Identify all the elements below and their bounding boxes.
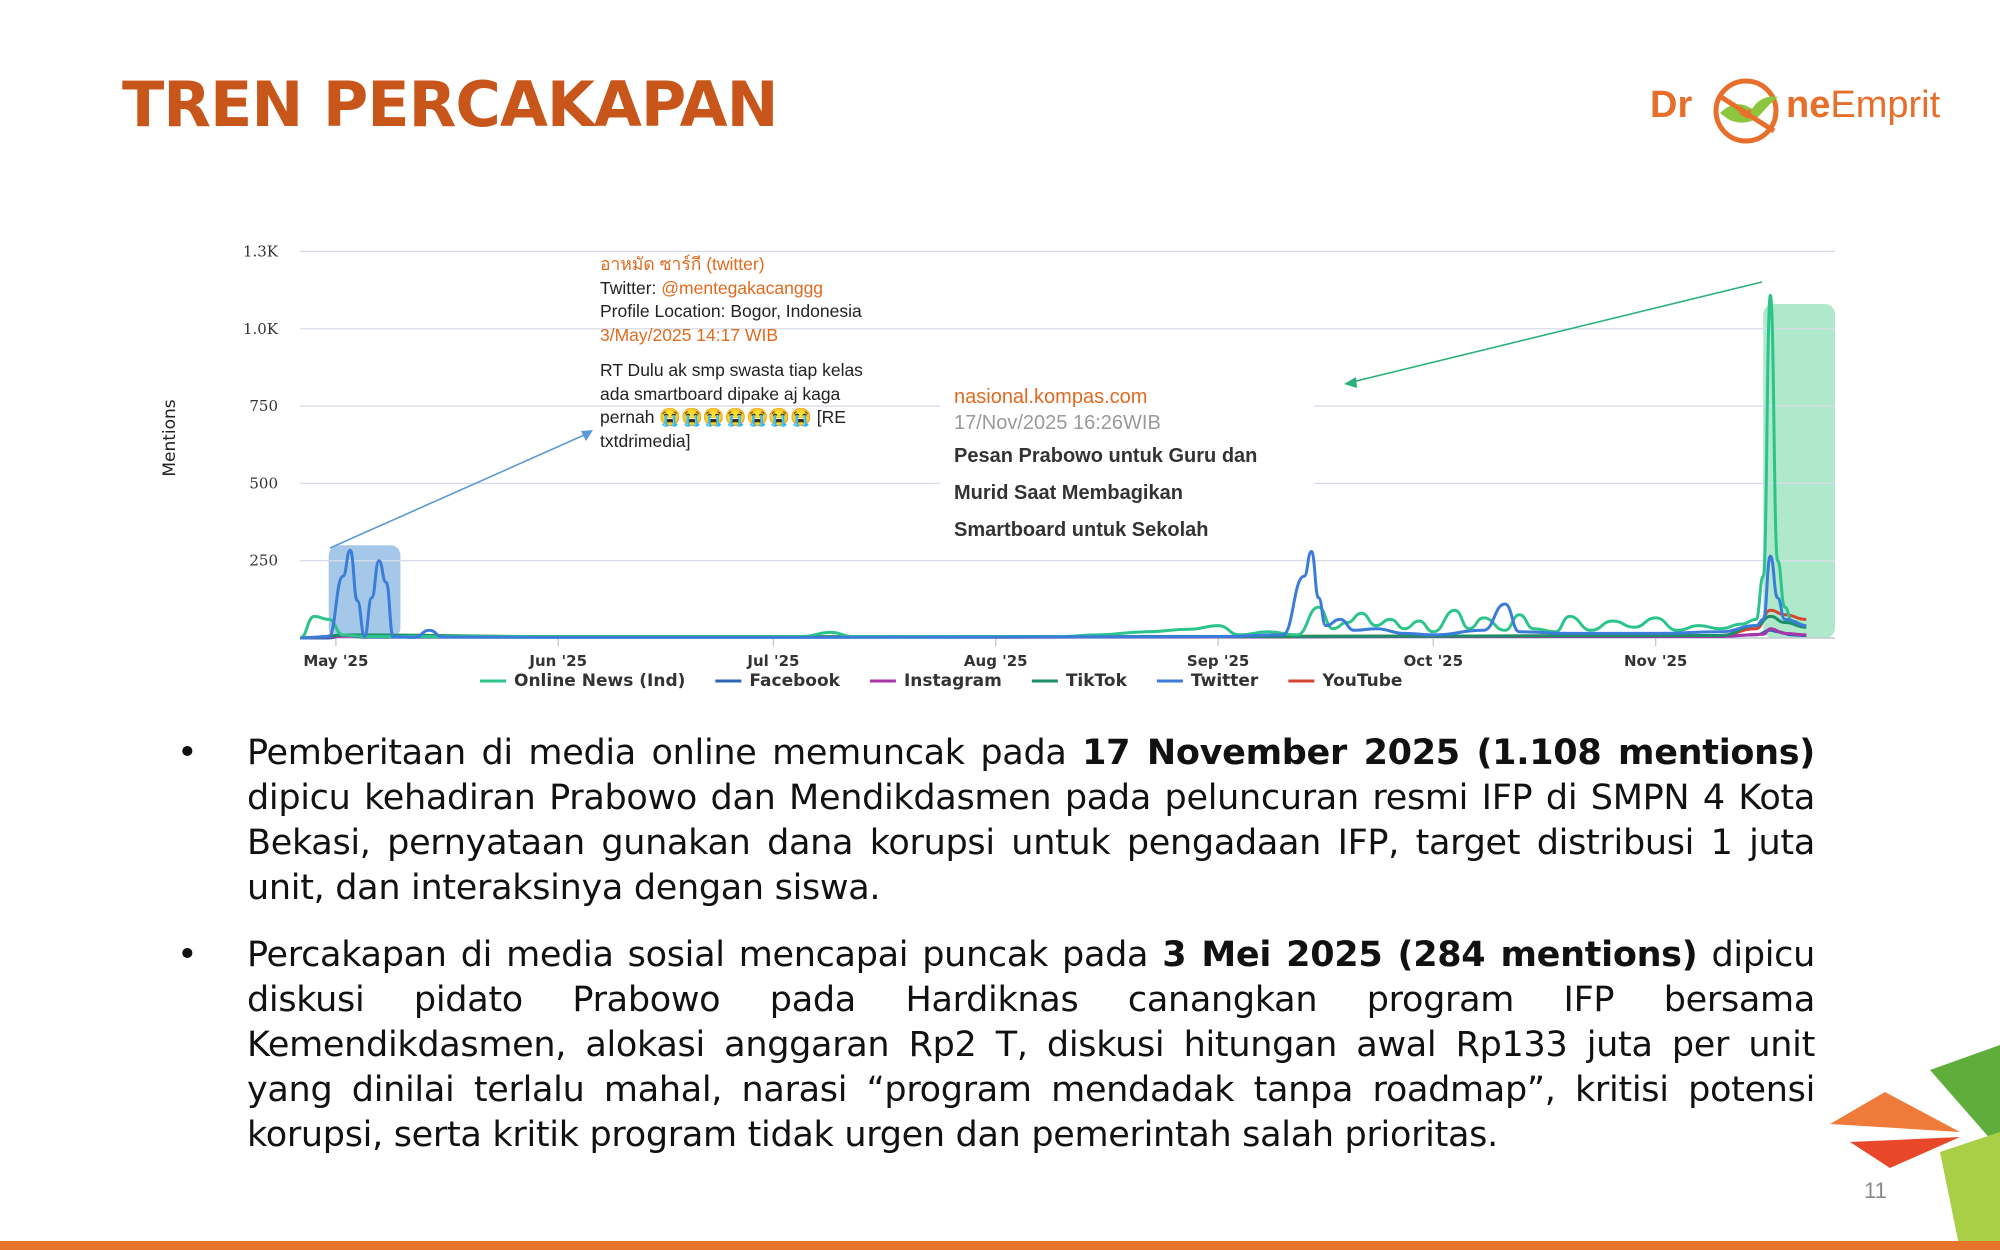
- finding-text: dipicu kehadiran Prabowo dan Mendikdasmen pada peluncuran resmi IFP di SMPN 4 Kota Bekasi, pernyataan gunakan dana korupsi untuk pengadaan IFP, target distribusi 1 juta unit, dan interaksinya dengan siswa.: [247, 778, 1815, 908]
- drone-emprit-logo: [1648, 68, 1941, 148]
- finding-highlight: 17 November 2025 (1.108 mentions): [1082, 733, 1815, 773]
- tooltip-text-line: pernah 😭😭😭😭😭😭😭 [RE: [600, 407, 846, 427]
- legend-label: Facebook: [749, 671, 840, 691]
- finding-social-media: [175, 933, 1815, 1158]
- drone-bird-icon: [1708, 73, 1784, 149]
- legend-label: Online News (Ind): [514, 671, 686, 691]
- x-tick-label: Nov '25: [1624, 652, 1688, 670]
- logo-text-ne: ne: [1786, 84, 1831, 126]
- tooltip-text-line: ada smartboard dipake aj kaga: [600, 383, 841, 404]
- chart-legend: [480, 671, 1402, 691]
- tooltip-text-line: txtdrimedia]: [600, 430, 691, 451]
- news-headline-line: Smartboard untuk Sekolah: [954, 519, 1209, 541]
- finding-highlight: 3 Mei 2025 (284 mentions): [1162, 935, 1698, 975]
- legend-label: TikTok: [1065, 671, 1127, 691]
- finding-text: Percakapan di media sosial mencapai puncak pada: [247, 935, 1163, 975]
- x-tick-label: Jun '25: [529, 652, 588, 670]
- page-number: 11: [1864, 1178, 1887, 1203]
- corner-leaf-decoration: [1820, 1040, 2000, 1250]
- arrow-to-news-tooltip: [1348, 282, 1762, 383]
- chart-ylabel: Mentions: [160, 399, 180, 477]
- findings-list: [175, 731, 1815, 1180]
- finding-text: dipicu diskusi pidato Prabowo pada Hardiknas canangkan program IFP bersama Kemendikdasmen, alokasi anggaran Rp2 T, diskusi hitungan awal Rp133 juta per unit yang dinilai terlalu mahal, narasi “program mendadak tanpa roadmap”, kritisi potensi korupsi, serta kritik program tidak urgen dan pemerintah salah prioritas.: [247, 935, 1815, 1155]
- twitter-tooltip: [600, 253, 900, 453]
- legend-label: Instagram: [903, 671, 1002, 691]
- x-tick-label: May '25: [303, 652, 369, 670]
- bottom-accent-bar: [0, 1241, 2000, 1250]
- news-source[interactable]: nasional.kompas.com: [954, 386, 1148, 408]
- tooltip-user-name: อาหมัด ซาร์กี (twitter): [600, 254, 765, 274]
- finding-text: Pemberitaan di media online memuncak pada: [247, 733, 1083, 773]
- tooltip-text-line: RT Dulu ak smp swasta tiap kelas: [600, 360, 863, 380]
- logo-text-emprit: Emprit: [1830, 84, 1941, 126]
- y-tick-label: 1.3K: [242, 242, 278, 261]
- tooltip-handle-row: [600, 277, 900, 301]
- x-tick-label: Sep '25: [1186, 652, 1250, 670]
- legend-label: YouTube: [1322, 671, 1403, 691]
- finding-online-news: [175, 731, 1815, 911]
- logo-text-part1: Dr: [1650, 84, 1693, 126]
- tooltip-location: Profile Location: Bogor, Indonesia: [600, 301, 862, 321]
- legend-label: Twitter: [1190, 671, 1259, 691]
- arrow-to-twitter-tooltip: [330, 432, 591, 548]
- chart-x-ticks: [303, 638, 1687, 670]
- news-headline-line: Murid Saat Membagikan: [954, 482, 1183, 504]
- y-tick-label: 1.0K: [242, 319, 278, 338]
- tooltip-handle[interactable]: @mentegakacanggg: [661, 277, 824, 298]
- slide-title: TREN PERCAKAPAN: [122, 68, 778, 141]
- x-tick-label: Oct '25: [1403, 652, 1464, 670]
- news-time: 17/Nov/2025 16:26WIB: [954, 412, 1161, 434]
- x-tick-label: Jul '25: [747, 652, 800, 670]
- y-tick-label: 500: [249, 474, 278, 493]
- news-tooltip: [940, 370, 1314, 550]
- arrow-head-news: [1344, 377, 1357, 388]
- news-headline-line: Pesan Prabowo untuk Guru dan: [954, 445, 1258, 467]
- y-tick-label: 750: [249, 397, 278, 416]
- logo-text-part2: [1786, 84, 1940, 127]
- x-tick-label: Aug '25: [963, 652, 1028, 670]
- tooltip-handle-label: Twitter:: [600, 277, 662, 298]
- chart-y-ticks: [243, 242, 279, 569]
- y-tick-label: 250: [249, 551, 278, 570]
- tooltip-time: 3/May/2025 14:17 WIB: [600, 324, 779, 345]
